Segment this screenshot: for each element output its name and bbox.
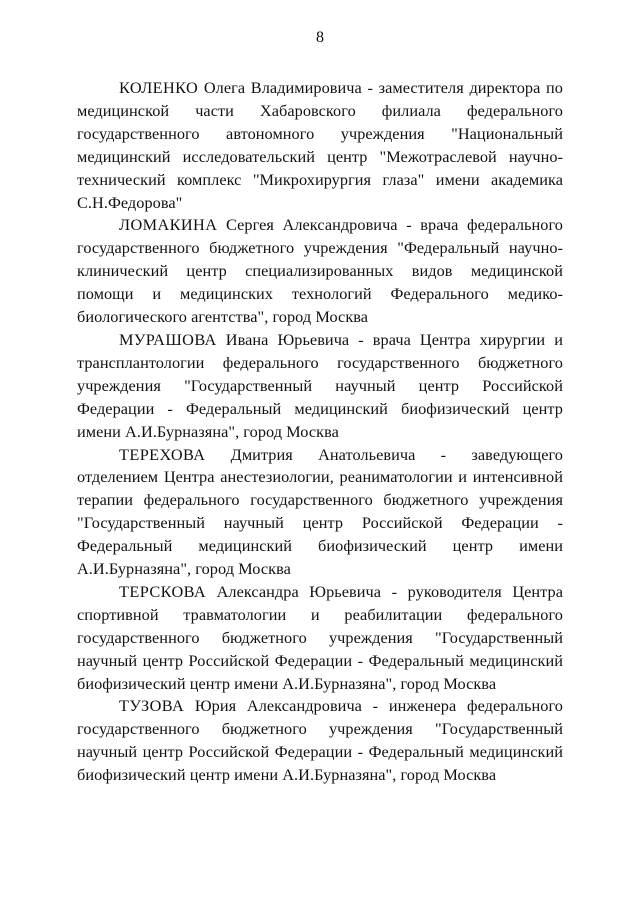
person-surname: ТЕРЕХОВА [119, 444, 206, 464]
person-surname: ЛОМАКИНА [119, 215, 218, 235]
person-surname: МУРАШОВА [119, 329, 217, 349]
list-item [77, 444, 563, 581]
person-details: Юрия Александровича - инженера федерального государственного бюджетного учреждения "Государственный научный центр Российской Федерации - Федеральный медицинский биофизический центр имени А.И.Бурназяна", город Москва [77, 696, 563, 785]
list-item [77, 581, 563, 696]
person-surname: КОЛЕНКО [119, 78, 199, 97]
person-surname: ТЕРСКОВА [119, 581, 207, 601]
list-item [77, 214, 563, 329]
award-list [77, 77, 563, 787]
person-details: Дмитрия Анатольевича - заведующего отделением Центра анестезиологии, реаниматологии и интенсивной терапии федерального государственного бюджетного учреждения "Государственный научный центр Российской Федерации - Федеральный медицинский биофизический центр имени А.И.Бурназяна", город Москва [77, 444, 563, 579]
person-details: Сергея Александровича - врача федерального государственного бюджетного учреждения "Федеральный научно-клинический центр специализированных видов медицинской помощи и медицинских технологий Федерального медико-биологического агентства", город Москва [77, 215, 563, 327]
person-details: Александра Юрьевича - руководителя Центра спортивной травматологии и реабилитации федерального государственного бюджетного учреждения "Государственный научный центр Российской Федерации - Федеральный медицинский биофизический центр имени А.И.Бурназяна", город Москва [77, 581, 563, 693]
person-surname: ТУЗОВА [119, 696, 185, 716]
person-details: Олега Владимировича - заместителя директора по медицинской части Хабаровского филиала федерального государственного автономного учреждения "Национальный медицинский исследовательский центр "Межотраслевой научно-технический комплекс "Микрохирургия глаза" имени академика С.Н.Федорова" [77, 78, 563, 212]
list-item [77, 695, 563, 787]
page-number: 8 [316, 29, 324, 46]
person-details: Ивана Юрьевича - врача Центра хирургии и трансплантологии федерального государственного бюджетного учреждения "Государственный научный центр Российской Федерации - Федеральный медицинский биофизический центр имени А.И.Бурназяна", город Москва [77, 329, 563, 441]
list-item [77, 77, 563, 214]
list-item [77, 329, 563, 444]
